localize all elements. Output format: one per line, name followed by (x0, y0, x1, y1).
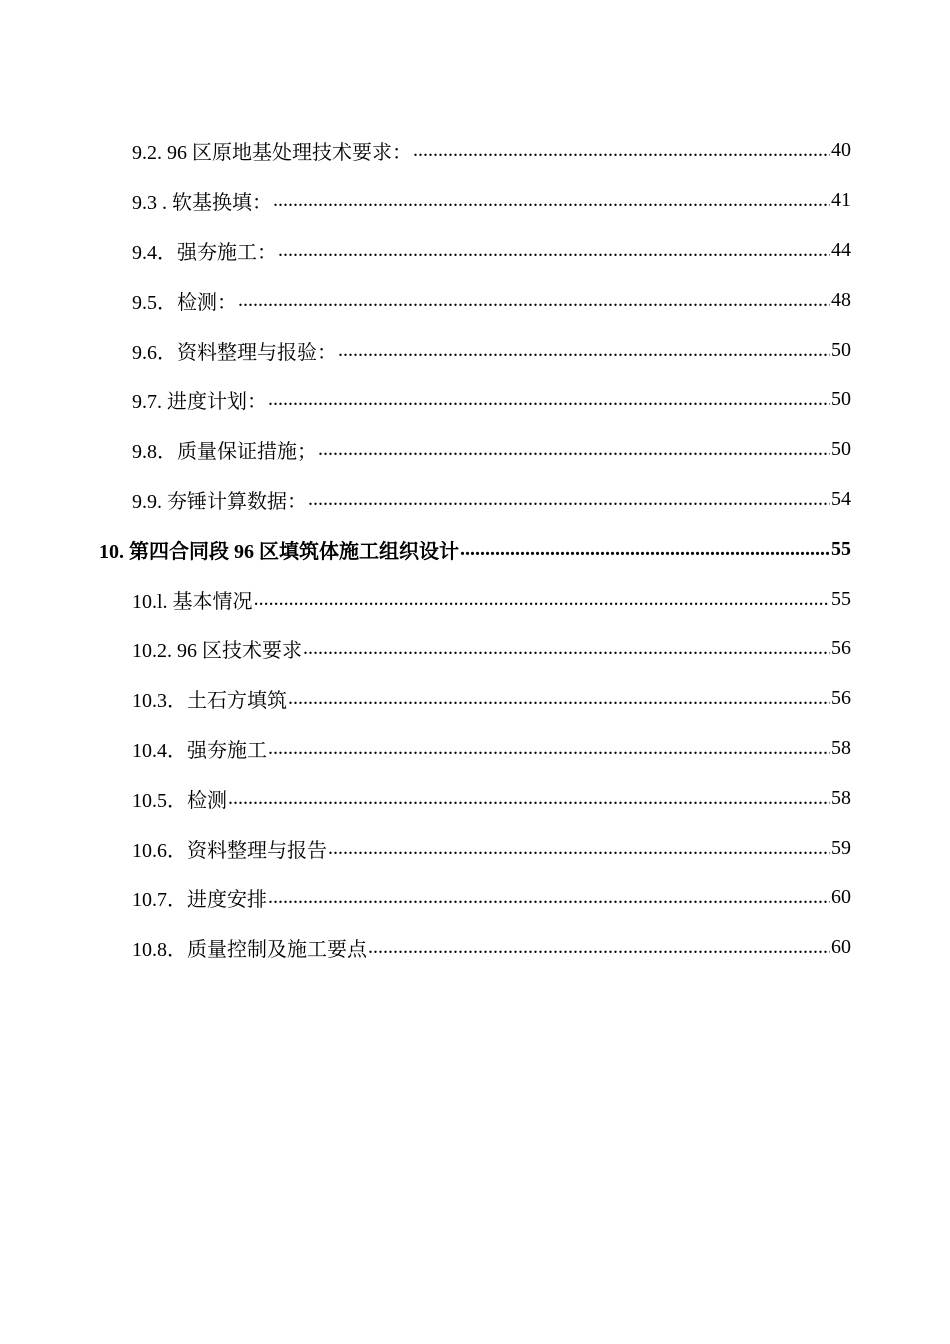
toc-entry[interactable] (0, 375, 950, 425)
toc-chapter-entry[interactable] (0, 524, 950, 574)
toc-entry[interactable] (0, 325, 950, 375)
toc-chapter-title: 10. 第四合同段 96 区填筑体施工组织设计 (99, 540, 459, 563)
toc-entry-page: 56 (831, 637, 851, 660)
toc-dot-leader (328, 837, 830, 860)
toc-entry[interactable] (0, 126, 950, 176)
toc-entry-page: 41 (831, 189, 851, 212)
toc-entry-page: 55 (831, 587, 851, 610)
toc-entry-title: 9.6．资料整理与报验： (132, 341, 337, 364)
toc-entry-page: 54 (831, 487, 851, 510)
toc-entry-title: 9.8．质量保证措施； (132, 441, 317, 464)
toc-entry-page: 59 (831, 836, 851, 859)
toc-dot-leader (278, 239, 830, 262)
toc-entry-title: 10.l. 基本情况 (132, 590, 253, 613)
toc-entry-title: 10.7．进度安排 (132, 889, 267, 912)
toc-dot-leader (308, 488, 830, 511)
toc-entry-title: 9.9. 夯锤计算数据： (132, 490, 307, 513)
toc-entry[interactable] (0, 574, 950, 624)
toc-entry-page: 56 (831, 687, 851, 710)
toc-entry[interactable] (0, 226, 950, 276)
toc-entry[interactable] (0, 176, 950, 226)
toc-entry-title: 9.2. 96 区原地基处理技术要求： (132, 142, 412, 165)
toc-dot-leader (368, 936, 830, 959)
toc-dot-leader (460, 538, 830, 561)
toc-entry-title: 10.4．强夯施工 (132, 739, 267, 762)
toc-dot-leader (254, 588, 830, 611)
toc-entry-page: 60 (831, 886, 851, 909)
toc-dot-leader (228, 787, 830, 810)
toc-entry[interactable] (0, 425, 950, 475)
toc-entry-title: 10.6．资料整理与报告 (132, 839, 327, 862)
toc-entry-title: 9.5．检测： (132, 291, 237, 314)
toc-entry-page: 60 (831, 936, 851, 959)
toc-dot-leader (318, 438, 830, 461)
toc-entry[interactable] (0, 624, 950, 674)
toc-entry-title: 10.8．质量控制及施工要点 (132, 939, 367, 962)
toc-dot-leader (268, 886, 830, 909)
toc-entry-title: 10.2. 96 区技术要求 (132, 640, 302, 663)
toc-entry-page: 50 (831, 338, 851, 361)
toc-entry-page: 44 (831, 238, 851, 261)
toc-entry-page: 50 (831, 388, 851, 411)
toc-entry-title: 10.5．检测 (132, 789, 227, 812)
toc-dot-leader (268, 388, 830, 411)
toc-entry[interactable] (0, 674, 950, 724)
toc-chapter-page: 55 (831, 537, 851, 560)
toc-entry[interactable] (0, 724, 950, 774)
toc-dot-leader (238, 289, 830, 312)
toc-entry-title: 9.7. 进度计划： (132, 391, 267, 414)
toc-entry[interactable] (0, 475, 950, 525)
toc-entry-title: 9.3 . 软基换填： (132, 192, 272, 215)
toc-entry[interactable] (0, 773, 950, 823)
toc-entry-title: 10.3．土石方填筑 (132, 690, 287, 713)
toc-dot-leader (338, 339, 830, 362)
toc-entry[interactable] (0, 275, 950, 325)
table-of-contents (0, 126, 950, 973)
toc-dot-leader (303, 637, 830, 660)
toc-entry-page: 58 (831, 786, 851, 809)
toc-entry-page: 58 (831, 736, 851, 759)
toc-entry-title: 9.4．强夯施工： (132, 241, 277, 264)
toc-dot-leader (413, 139, 830, 162)
toc-dot-leader (288, 687, 830, 710)
toc-entry-page: 40 (831, 139, 851, 162)
toc-dot-leader (273, 189, 830, 212)
toc-entry-page: 48 (831, 288, 851, 311)
toc-entry[interactable] (0, 823, 950, 873)
toc-entry[interactable] (0, 873, 950, 923)
toc-dot-leader (268, 737, 830, 760)
toc-entry[interactable] (0, 923, 950, 973)
toc-entry-page: 50 (831, 438, 851, 461)
